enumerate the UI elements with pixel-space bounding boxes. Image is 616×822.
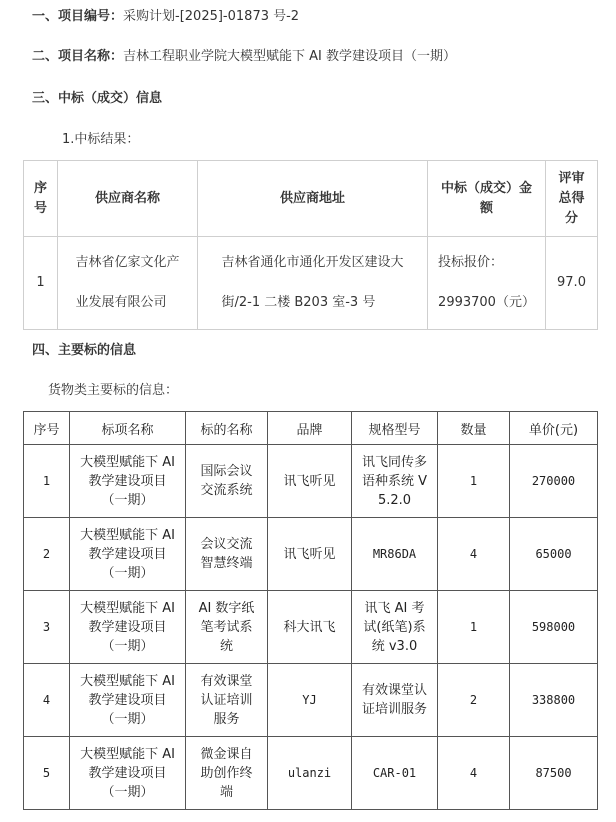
goods-cell-brand-text: 科大讯飞 — [283, 619, 336, 635]
goods-cell-qty — [438, 664, 510, 737]
goods-cell-spec — [352, 664, 438, 737]
goods-cell-item — [70, 518, 186, 591]
award-header-amount-text: 中标（成交）金额 — [440, 180, 532, 216]
award-header-supplier-text: 供应商名称 — [94, 190, 160, 206]
table-row — [24, 445, 598, 518]
goods-cell-name — [186, 591, 268, 664]
main-items-heading-text: 四、主要标的信息 — [32, 343, 137, 358]
goods-cell-price — [510, 445, 598, 518]
project-name-line — [32, 47, 456, 67]
goods-cell-brand — [268, 664, 352, 737]
goods-cell-name — [186, 518, 268, 591]
goods-cell-brand — [268, 518, 352, 591]
goods-cell-price — [510, 591, 598, 664]
table-row — [24, 591, 598, 664]
award-result-subheading: 1.中标结果： — [62, 132, 140, 147]
award-cell-address — [198, 237, 428, 330]
goods-cell-brand-text: YJ — [302, 692, 317, 707]
goods-cell-price-text: 87500 — [535, 765, 572, 780]
goods-cell-no — [24, 737, 70, 810]
goods-cell-no — [24, 664, 70, 737]
goods-cell-spec — [352, 591, 438, 664]
goods-cell-price-text: 65000 — [535, 546, 572, 561]
goods-cell-price-text: 270000 — [531, 473, 576, 488]
table-row — [24, 737, 598, 810]
main-items-heading — [32, 341, 136, 361]
goods-header-name: 标的名称 — [186, 412, 268, 445]
project-number-line — [32, 7, 299, 27]
goods-cell-brand-text: 讯飞听见 — [283, 473, 336, 489]
goods-header-qty: 数量 — [438, 412, 510, 445]
goods-items-subheading: 货物类主要标的信息： — [48, 383, 179, 398]
supplier-name-line1: 吉林省亿家文化产 — [75, 255, 180, 270]
award-table-row — [24, 237, 598, 330]
goods-cell-item — [70, 737, 186, 810]
goods-cell-qty-text: 4 — [469, 546, 478, 561]
goods-cell-name — [186, 445, 268, 518]
goods-cell-item — [70, 445, 186, 518]
goods-cell-qty-text: 2 — [469, 692, 478, 707]
goods-cell-spec-text: 讯飞 AI 考试(纸笔)系统 v3.0 — [363, 600, 426, 654]
goods-cell-spec — [352, 737, 438, 810]
goods-cell-brand — [268, 591, 352, 664]
project-name-value: 吉林工程职业学院大模型赋能下 AI 教学建设项目（一期） — [123, 49, 457, 64]
bid-price-label: 投标报价： — [438, 255, 504, 270]
table-row — [24, 664, 598, 737]
goods-cell-item-text: 大模型赋能下 AI 教学建设项目（一期） — [80, 454, 175, 508]
goods-cell-brand-text: 讯飞听见 — [283, 546, 336, 562]
goods-cell-price-text: 338800 — [531, 692, 576, 707]
goods-cell-spec-text: CAR-01 — [372, 765, 417, 780]
goods-header-no: 序号 — [24, 412, 70, 445]
supplier-address-line2: 街/2-1 二楼 B203 室-3 号 — [221, 295, 376, 310]
supplier-name-line2: 业发展有限公司 — [75, 295, 167, 310]
goods-cell-spec-text: 讯飞同传多语种系统 V5.2.0 — [361, 454, 428, 508]
goods-cell-qty — [438, 591, 510, 664]
goods-cell-spec — [352, 445, 438, 518]
goods-cell-item-text: 大模型赋能下 AI 教学建设项目（一期） — [80, 527, 175, 581]
goods-cell-name-text: 微金课自助创作终端 — [200, 746, 253, 800]
goods-cell-spec-text: 有效课堂认证培训服务 — [361, 683, 427, 717]
goods-cell-price — [510, 664, 598, 737]
goods-cell-name-text: 会议交流智慧终端 — [200, 537, 253, 571]
award-cell-score: 97.0 — [546, 237, 598, 330]
goods-cell-no-text: 4 — [42, 692, 51, 707]
award-cell-amount — [428, 237, 546, 330]
award-header-amount — [428, 161, 546, 237]
award-header-no — [24, 161, 58, 237]
award-table-header-row — [24, 161, 598, 237]
goods-cell-spec — [352, 518, 438, 591]
goods-header-item: 标项名称 — [70, 412, 186, 445]
goods-items-table — [23, 411, 598, 810]
goods-cell-qty-text: 1 — [469, 473, 478, 488]
project-number-value: 采购计划-[2025]-01873 号-2 — [123, 9, 300, 24]
award-header-address — [198, 161, 428, 237]
award-header-supplier — [58, 161, 198, 237]
goods-cell-qty — [438, 445, 510, 518]
award-info-heading — [32, 89, 162, 109]
goods-cell-qty-text: 4 — [469, 765, 478, 780]
goods-cell-no — [24, 518, 70, 591]
award-info-heading-text: 三、中标（成交）信息 — [32, 91, 163, 106]
goods-cell-qty — [438, 518, 510, 591]
goods-cell-no-text: 1 — [42, 473, 51, 488]
award-header-score — [546, 161, 598, 237]
goods-cell-item — [70, 664, 186, 737]
goods-cell-no — [24, 445, 70, 518]
goods-cell-no — [24, 591, 70, 664]
award-header-score-text: 评审总得分 — [558, 170, 585, 226]
goods-cell-name — [186, 664, 268, 737]
goods-cell-name-text: AI 数字纸笔考试系统 — [198, 600, 255, 654]
goods-cell-name-text: 国际会议交流系统 — [200, 464, 253, 498]
bid-price-value: 2993700（元） — [438, 295, 535, 310]
goods-cell-item — [70, 591, 186, 664]
goods-cell-no-text: 2 — [42, 546, 51, 561]
award-cell-supplier — [58, 237, 198, 330]
goods-cell-name-text: 有效课堂认证培训服务 — [200, 673, 253, 727]
project-name-label: 二、项目名称： — [32, 49, 124, 64]
goods-cell-brand-text: ulanzi — [287, 765, 332, 780]
award-header-address-text: 供应商地址 — [279, 190, 345, 206]
goods-table-header-row — [24, 412, 598, 445]
goods-header-brand: 品牌 — [268, 412, 352, 445]
goods-header-spec: 规格型号 — [352, 412, 438, 445]
award-result-table — [23, 160, 598, 330]
goods-cell-item-text: 大模型赋能下 AI 教学建设项目（一期） — [80, 746, 175, 800]
goods-header-price: 单价(元) — [510, 412, 598, 445]
award-cell-no: 1 — [24, 237, 58, 330]
table-row — [24, 518, 598, 591]
award-header-no-text: 序号 — [33, 180, 47, 216]
goods-cell-brand — [268, 445, 352, 518]
goods-cell-no-text: 3 — [42, 619, 51, 634]
goods-cell-price — [510, 518, 598, 591]
goods-cell-brand — [268, 737, 352, 810]
goods-cell-qty — [438, 737, 510, 810]
supplier-address-line1: 吉林省通化市通化开发区建设大 — [221, 255, 404, 270]
goods-cell-price-text: 598000 — [531, 619, 576, 634]
goods-cell-spec-text: MR86DA — [372, 546, 417, 561]
goods-cell-qty-text: 1 — [469, 619, 478, 634]
goods-cell-price — [510, 737, 598, 810]
goods-cell-no-text: 5 — [42, 765, 51, 780]
project-number-label: 一、项目编号： — [32, 9, 124, 24]
goods-cell-item-text: 大模型赋能下 AI 教学建设项目（一期） — [80, 673, 175, 727]
goods-cell-item-text: 大模型赋能下 AI 教学建设项目（一期） — [80, 600, 175, 654]
goods-cell-name — [186, 737, 268, 810]
